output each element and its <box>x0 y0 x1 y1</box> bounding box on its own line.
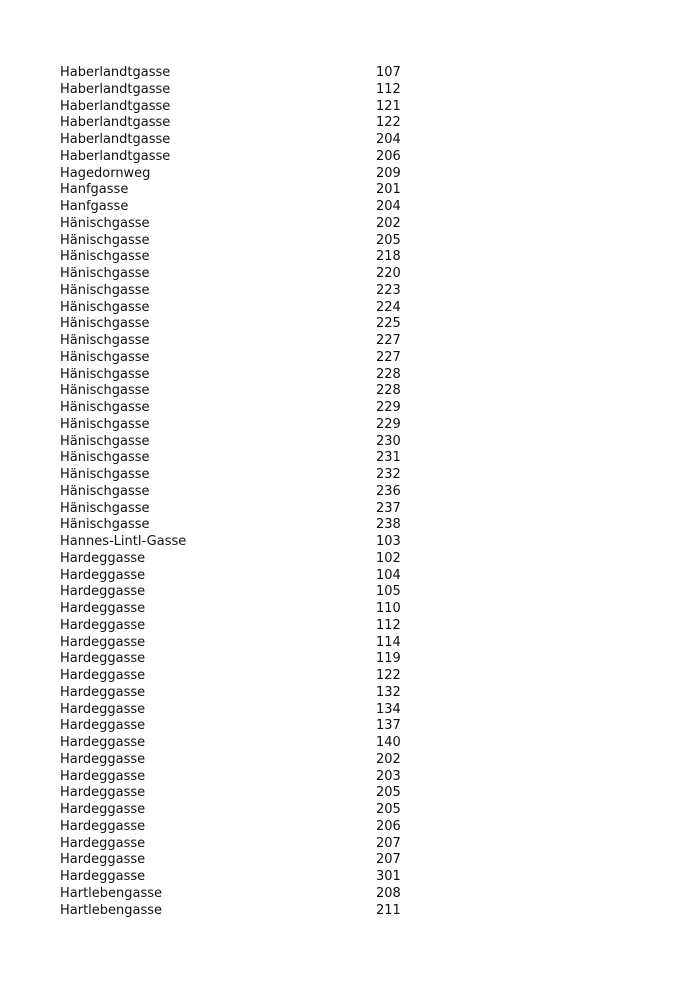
house-number: 225 <box>376 316 401 332</box>
street-name: Hänischgasse <box>60 433 150 449</box>
street-name: Hardeggasse <box>60 735 146 750</box>
list-item <box>60 216 460 233</box>
list-item <box>60 517 460 534</box>
list-item <box>60 735 460 752</box>
list-item <box>60 300 460 317</box>
street-name: Hartlebengasse <box>60 902 163 918</box>
list-item <box>60 819 460 836</box>
list-item <box>60 350 460 367</box>
house-number: 140 <box>376 735 401 750</box>
list-item <box>60 82 460 99</box>
list-item <box>60 584 460 601</box>
house-number: 229 <box>376 400 401 415</box>
house-number: 209 <box>376 165 401 181</box>
street-name: Hänischgasse <box>60 383 150 399</box>
street-name: Hänischgasse <box>60 483 150 499</box>
house-number: 207 <box>376 835 401 851</box>
list-item <box>60 99 460 116</box>
list-item <box>60 886 460 903</box>
street-name: Hänischgasse <box>60 450 150 466</box>
street-name: Haberlandtgasse <box>60 65 171 80</box>
house-number: 237 <box>376 500 401 516</box>
list-item <box>60 316 460 333</box>
house-number: 112 <box>376 617 401 633</box>
street-name: Hardeggasse <box>60 802 146 817</box>
list-item <box>60 852 460 869</box>
list-item <box>60 551 460 568</box>
list-item <box>60 869 460 886</box>
list-item <box>60 417 460 434</box>
house-number: 206 <box>376 818 401 834</box>
street-name: Hänischgasse <box>60 282 150 298</box>
house-number: 104 <box>376 567 401 583</box>
house-number: 132 <box>376 684 401 700</box>
house-number: 218 <box>376 249 401 265</box>
street-name: Haberlandtgasse <box>60 148 171 164</box>
street-name: Hardeggasse <box>60 601 146 616</box>
street-name: Hänischgasse <box>60 215 150 231</box>
house-number: 228 <box>376 383 401 399</box>
house-number: 227 <box>376 349 401 365</box>
list-item <box>60 601 460 618</box>
street-name: Hänischgasse <box>60 517 150 533</box>
list-item <box>60 367 460 384</box>
street-name: Hardeggasse <box>60 684 146 700</box>
street-name: Haberlandtgasse <box>60 81 171 97</box>
street-name: Hänischgasse <box>60 416 150 432</box>
house-number: 134 <box>376 701 401 717</box>
list-item <box>60 903 460 920</box>
house-number: 121 <box>376 98 401 114</box>
street-name: Hänischgasse <box>60 333 150 348</box>
list-item <box>60 568 460 585</box>
house-number: 107 <box>376 65 401 80</box>
house-number: 236 <box>376 483 401 499</box>
list-item <box>60 249 460 266</box>
list-item <box>60 434 460 451</box>
list-item <box>60 802 460 819</box>
list-item <box>60 769 460 786</box>
list-item <box>60 132 460 149</box>
house-number: 205 <box>376 785 401 801</box>
house-number: 206 <box>376 148 401 164</box>
house-number: 110 <box>376 601 401 616</box>
list-item <box>60 685 460 702</box>
street-name: Hardeggasse <box>60 550 146 566</box>
street-name: Hanfgasse <box>60 182 129 198</box>
street-list <box>60 65 460 919</box>
list-item <box>60 450 460 467</box>
house-number: 224 <box>376 299 401 315</box>
street-name: Haberlandtgasse <box>60 98 171 114</box>
street-name: Hardeggasse <box>60 835 146 851</box>
house-number: 231 <box>376 450 401 466</box>
house-number: 207 <box>376 852 401 868</box>
list-item <box>60 467 460 484</box>
street-name: Hardeggasse <box>60 651 146 667</box>
house-number: 208 <box>376 885 401 901</box>
street-name: Hänischgasse <box>60 349 150 365</box>
list-item <box>60 836 460 853</box>
house-number: 301 <box>376 869 401 884</box>
list-item <box>60 65 460 82</box>
house-number: 232 <box>376 467 401 482</box>
street-name: Hannes-Lintl-Gasse <box>60 534 187 549</box>
street-name: Hartlebengasse <box>60 885 163 901</box>
house-number: 122 <box>376 115 401 131</box>
street-name: Hardeggasse <box>60 584 146 600</box>
street-name: Hänischgasse <box>60 500 150 516</box>
list-item <box>60 283 460 300</box>
house-number: 204 <box>376 199 401 214</box>
street-name: Hardeggasse <box>60 617 146 633</box>
list-item <box>60 534 460 551</box>
street-name: Hardeggasse <box>60 852 146 868</box>
list-item <box>60 333 460 350</box>
street-name: Hardeggasse <box>60 701 146 717</box>
street-name: Haberlandtgasse <box>60 132 171 147</box>
list-item <box>60 266 460 283</box>
street-name: Hardeggasse <box>60 567 146 583</box>
house-number: 102 <box>376 550 401 566</box>
list-item <box>60 199 460 216</box>
list-item <box>60 752 460 769</box>
list-item <box>60 702 460 719</box>
house-number: 223 <box>376 282 401 298</box>
street-name: Hardeggasse <box>60 768 146 784</box>
street-name: Haberlandtgasse <box>60 115 171 131</box>
street-name: Hänischgasse <box>60 249 150 265</box>
house-number: 227 <box>376 333 401 348</box>
street-name: Hardeggasse <box>60 634 146 650</box>
street-name: Hänischgasse <box>60 266 150 281</box>
house-number: 205 <box>376 232 401 248</box>
street-name: Hardeggasse <box>60 869 146 884</box>
house-number: 105 <box>376 584 401 600</box>
house-number: 205 <box>376 802 401 817</box>
list-item <box>60 785 460 802</box>
house-number: 202 <box>376 751 401 767</box>
street-name: Hardeggasse <box>60 668 146 683</box>
street-name: Hanfgasse <box>60 199 129 214</box>
street-name: Hardeggasse <box>60 785 146 801</box>
list-item <box>60 668 460 685</box>
list-item <box>60 635 460 652</box>
house-number: 203 <box>376 768 401 784</box>
house-number: 114 <box>376 634 401 650</box>
list-item <box>60 233 460 250</box>
street-name: Hänischgasse <box>60 467 150 482</box>
street-name: Hagedornweg <box>60 165 151 181</box>
house-number: 202 <box>376 215 401 231</box>
list-item <box>60 651 460 668</box>
street-name: Hardeggasse <box>60 718 146 734</box>
list-item <box>60 383 460 400</box>
street-name: Hardeggasse <box>60 751 146 767</box>
street-name: Hänischgasse <box>60 299 150 315</box>
house-number: 211 <box>376 902 401 918</box>
house-number: 201 <box>376 182 401 198</box>
house-number: 229 <box>376 416 401 432</box>
house-number: 228 <box>376 366 401 382</box>
house-number: 122 <box>376 668 401 683</box>
street-name: Hänischgasse <box>60 232 150 248</box>
street-name: Hänischgasse <box>60 316 150 332</box>
house-number: 238 <box>376 517 401 533</box>
list-item <box>60 718 460 735</box>
house-number: 230 <box>376 433 401 449</box>
house-number: 220 <box>376 266 401 281</box>
house-number: 112 <box>376 81 401 97</box>
list-item <box>60 400 460 417</box>
list-item <box>60 618 460 635</box>
list-item <box>60 501 460 518</box>
list-item <box>60 182 460 199</box>
house-number: 103 <box>376 534 401 549</box>
street-name: Hardeggasse <box>60 818 146 834</box>
house-number: 204 <box>376 132 401 147</box>
list-item <box>60 115 460 132</box>
list-item <box>60 149 460 166</box>
house-number: 119 <box>376 651 401 667</box>
street-name: Hänischgasse <box>60 400 150 415</box>
list-item <box>60 484 460 501</box>
house-number: 137 <box>376 718 401 734</box>
street-name: Hänischgasse <box>60 366 150 382</box>
list-item <box>60 166 460 183</box>
